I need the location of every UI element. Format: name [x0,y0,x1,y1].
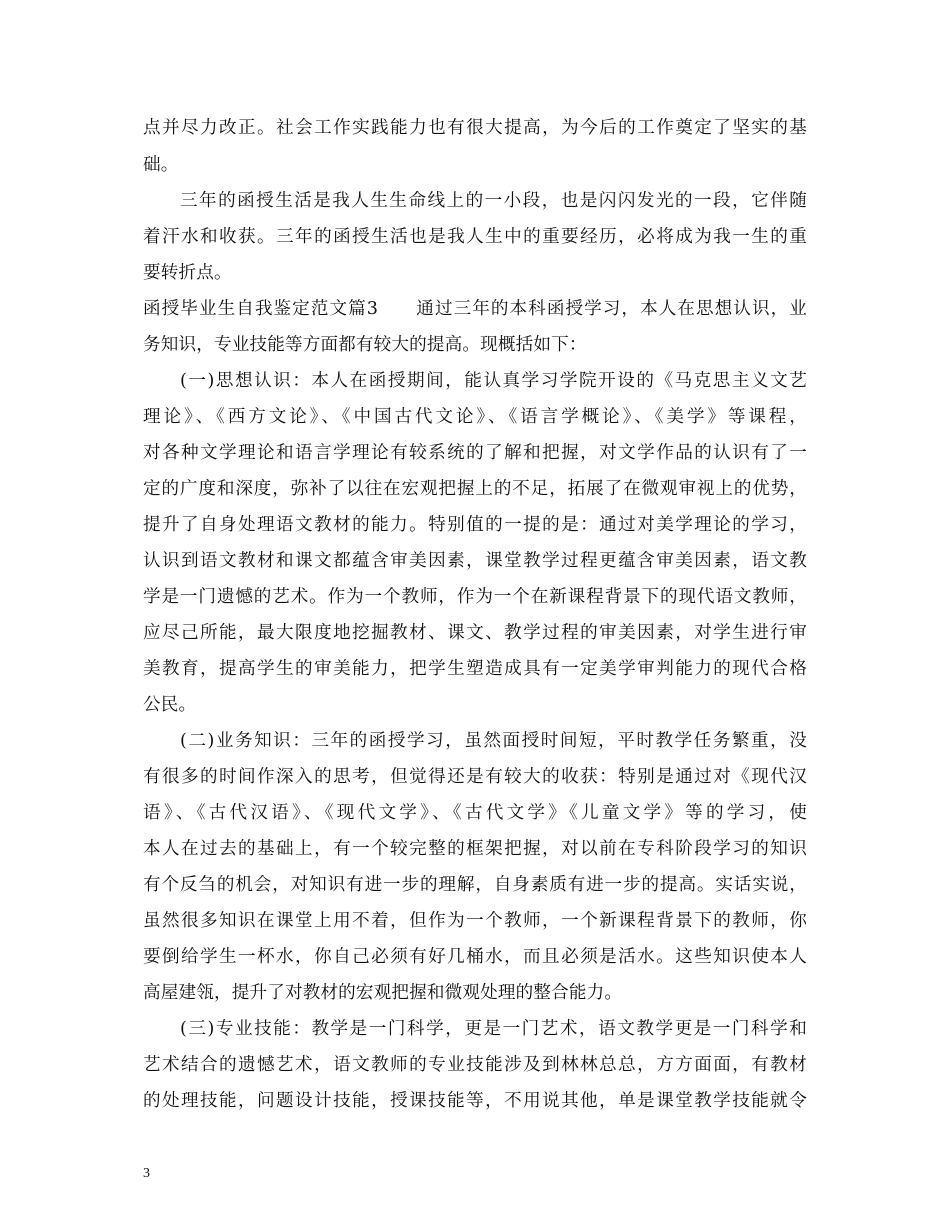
text-line: 对各种文学理论和语言学理论有较系统的了解和把握，对文学作品的认识有了一 [143,443,807,463]
text-line: 要转折点。 [143,263,232,283]
text-line: 务知识，专业技能等方面都有较大的提高。现概括如下： [143,335,587,355]
text-line: 理论》、《西方文论》、《中国古代文论》、《语言学概论》、《美学》等课程， [143,407,807,427]
text-line: 要倒给学生一杯水，你自己必须有好几桶水，而且必须是活水。这些知识使本人 [143,947,807,967]
text-line: 有很多的时间作深入的思考，但觉得还是有较大的收获：特别是通过对《现代汉 [143,767,807,787]
text-line: 点并尽力改正。社会工作实践能力也有很大提高，为今后的工作奠定了坚实的基 [143,118,807,138]
text-line: 提升了自身处理语文教材的能力。特别值的一提的是：通过对美学理论的学习， [143,515,807,535]
text-line: 着汗水和收获。三年的函授生活也是我人生中的重要经历，必将成为我一生的重 [143,227,807,247]
page-number: 3 [143,1166,150,1181]
text-line: 定的广度和深度，弥补了以往在宏观把握上的不足，拓展了在微观审视上的优势， [143,479,807,499]
section-heading-line: 函授毕业生自我鉴定范文篇3 通过三年的本科函授学习，本人在思想认识，业 [143,299,807,319]
text-line: 语》、《古代汉语》、《现代文学》、《古代文学》《儿童文学》等的学习，使 [143,803,807,823]
text-line: 公民。 [143,695,197,715]
text-line: 本人在过去的基础上，有一个较完整的框架把握，对以前在专科阶段学习的知识 [143,839,807,859]
paragraph-first-line: (一)思想认识：本人在函授期间，能认真学习学院开设的《马克思主义文艺 [180,371,807,391]
text-line: 虽然很多知识在课堂上用不着，但作为一个教师，一个新课程背景下的教师，你 [143,911,807,931]
paragraph-first-line: (二)业务知识：三年的函授学习，虽然面授时间短，平时教学任务繁重，没 [180,731,807,751]
paragraph-first-line: 三年的函授生活是我人生生命线上的一小段，也是闪闪发光的一段，它伴随 [180,191,807,211]
text-line: 的处理技能，问题设计技能，授课技能等，不用说其他，单是课堂教学技能就令 [143,1091,807,1111]
text-line: 高屋建瓴，提升了对教材的宏观把握和微观处理的整合能力。 [143,983,623,1003]
text-line: 认识到语文教材和课文都蕴含审美因素，课堂教学过程更蕴含审美因素，语文教 [143,551,807,571]
text-line: 艺术结合的遗憾艺术，语文教师的专业技能涉及到林林总总，方方面面，有教材 [143,1055,807,1075]
text-line: 础。 [143,155,179,175]
text-line: 有个反刍的机会，对知识有进一步的理解，自身素质有进一步的提高。实话实说， [143,875,807,895]
text-line: 应尽己所能，最大限度地挖掘教材、课文、教学过程的审美因素，对学生进行审 [143,623,807,643]
paragraph-first-line: (三)专业技能：教学是一门科学，更是一门艺术，语文教学更是一门科学和 [180,1019,807,1039]
text-line: 学是一门遗憾的艺术。作为一个教师，作为一个在新课程背景下的现代语文教师， [143,587,807,607]
text-line: 美教育，提高学生的审美能力，把学生塑造成具有一定美学审判能力的现代合格 [143,659,807,679]
